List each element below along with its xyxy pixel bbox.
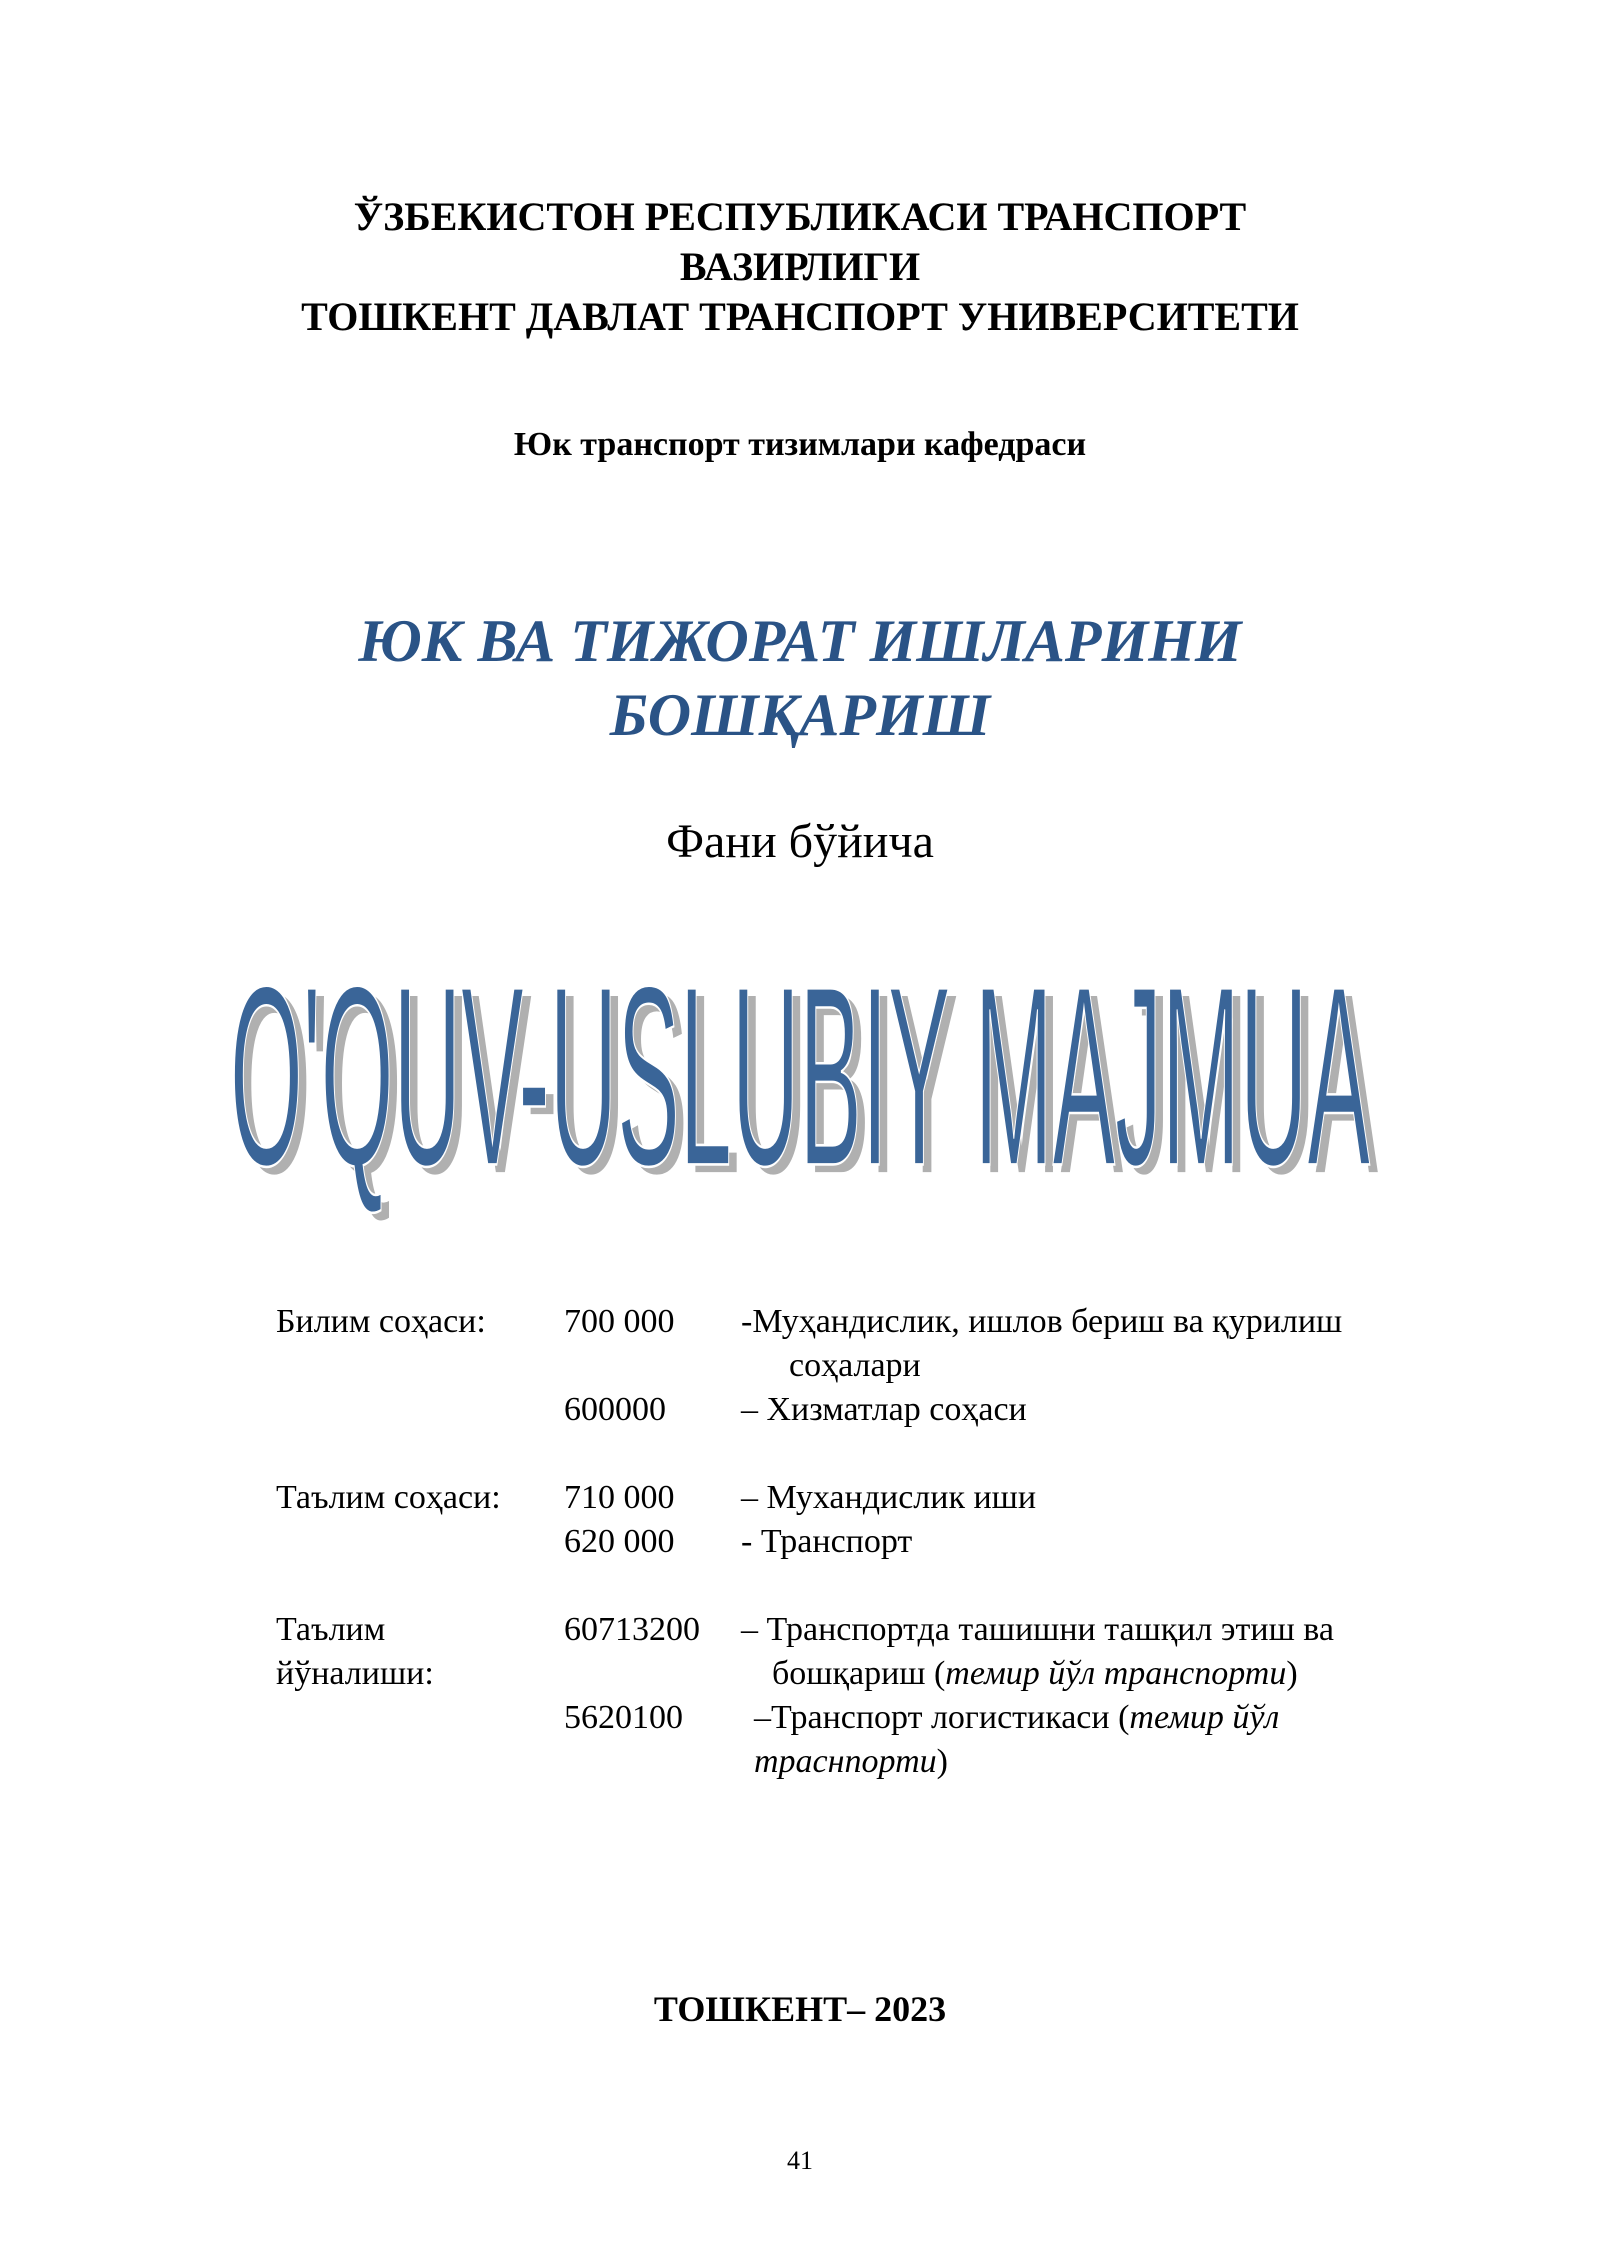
education-info — [276, 1300, 1436, 1784]
city-year: ТОШКЕНТ– 2023 — [653, 1989, 947, 2029]
education-code-1: 710 000 — [564, 1479, 675, 1516]
spacer — [276, 1564, 1436, 1608]
direction-desc-2-italic: темир йўл — [1129, 1699, 1280, 1736]
university-name: ТОШКЕНТ ДАВЛАТ ТРАНСПОРТ УНИВЕРСИТЕТИ — [301, 294, 1299, 339]
ministry-header — [0, 192, 1600, 342]
direction-desc-2-cont-italic: траснпорти — [754, 1743, 937, 1780]
education-row-1 — [276, 1476, 1436, 1520]
direction-desc-1-cont — [772, 1652, 1298, 1696]
subject-title — [0, 604, 1600, 752]
direction-code-1: 60713200 — [564, 1611, 700, 1648]
direction-label-2: йўналиши: — [276, 1655, 434, 1692]
direction-desc-1-cont-italic: темир йўл транспорти — [945, 1655, 1287, 1692]
knowledge-label: Билим соҳаси: — [276, 1303, 486, 1340]
ministry-line-2: ВАЗИРЛИГИ — [679, 244, 921, 289]
direction-desc-1-cont-b: ) — [1286, 1655, 1298, 1692]
wordart-shadow: O'QUV-USLUBIY MAJMUA — [237, 948, 1378, 1227]
by-subject-label: Фани бўйича — [666, 815, 934, 868]
direction-desc-2 — [754, 1696, 1279, 1740]
knowledge-code-2: 600000 — [564, 1391, 666, 1428]
direction-desc-2-cont — [754, 1740, 948, 1784]
department-name: Юк транспорт тизимлари кафедраси — [513, 426, 1087, 463]
knowledge-row-2 — [276, 1388, 1436, 1432]
knowledge-desc-1-cont: соҳалари — [789, 1347, 921, 1384]
direction-desc-2-a: –Транспорт логистикаси ( — [754, 1699, 1130, 1736]
knowledge-desc-2: – Хизматлар соҳаси — [741, 1391, 1027, 1428]
education-row-2 — [276, 1520, 1436, 1564]
education-code-2: 620 000 — [564, 1523, 675, 1560]
direction-row-2-cont — [276, 1740, 1436, 1784]
direction-row-1-cont — [276, 1652, 1436, 1696]
knowledge-code-1: 700 000 — [564, 1303, 675, 1340]
direction-row-1 — [276, 1608, 1436, 1652]
knowledge-desc-1: -Муҳандислик, ишлов бериш ва қурилиш — [741, 1303, 1343, 1340]
spacer — [276, 1432, 1436, 1476]
direction-desc-1: – Транспортда ташишни ташқил этиш ва — [741, 1611, 1334, 1648]
subject-title-line-1: ЮК ВА ТИЖОРАТ ИШЛАРИНИ — [358, 608, 1242, 674]
direction-row-2 — [276, 1696, 1436, 1740]
wordart-svg — [0, 948, 1600, 1228]
direction-code-2: 5620100 — [564, 1699, 683, 1736]
direction-label-1: Таълим — [276, 1611, 386, 1648]
wordart-title — [0, 948, 1600, 1228]
direction-desc-2-cont-b: ) — [936, 1743, 948, 1780]
education-desc-2: - Транспорт — [741, 1523, 913, 1560]
direction-desc-1-cont-a: бошқариш ( — [772, 1655, 946, 1692]
wordart-text: O'QUV-USLUBIY MAJMUA — [229, 948, 1370, 1220]
subject-title-line-2: БОШҚАРИШ — [609, 682, 991, 748]
knowledge-row-1-cont — [276, 1344, 1436, 1388]
knowledge-row-1 — [276, 1300, 1436, 1344]
ministry-line-1: ЎЗБЕКИСТОН РЕСПУБЛИКАСИ ТРАНСПОРТ — [353, 194, 1247, 239]
education-label: Таълим соҳаси: — [276, 1479, 501, 1516]
education-desc-1: – Мухандислик иши — [741, 1479, 1037, 1516]
page-number: 41 — [787, 2146, 813, 2175]
